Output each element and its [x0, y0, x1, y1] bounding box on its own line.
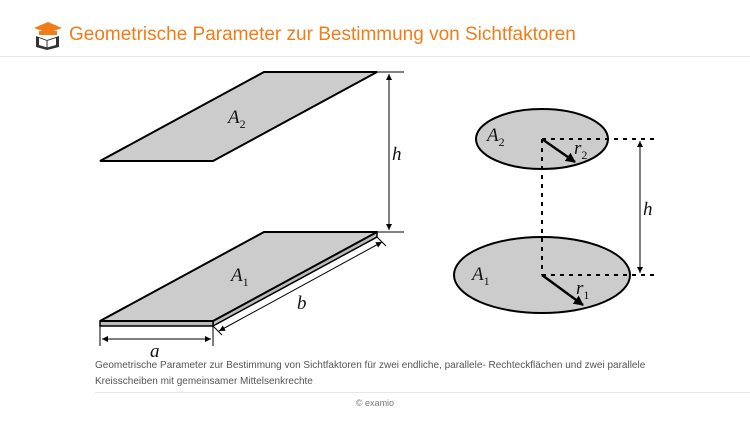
figure-caption: Geometrische Parameter zur Bestimmung von Sichtfaktoren für zwei endliche, parallele- Rechteckflächen und zwei parallele Kreisscheiben mit gemeinsamer Mittelsenkrechte [95, 360, 646, 387]
lower-disc-radius-label: $r_1$ [576, 278, 590, 302]
plate-width-label: a [150, 341, 160, 360]
footer-divider [95, 392, 750, 393]
upper-disc-label: $A_2$ [487, 125, 505, 149]
disc-height-label: h [643, 199, 653, 220]
page-title: Geometrische Parameter zur Bestimmung von Sichtfaktoren [69, 24, 576, 45]
upper-plate-label: $A_2$ [228, 107, 246, 131]
copyright-footer: © examio [355, 398, 395, 408]
upper-disc-radius-label: $r_2$ [574, 138, 588, 162]
plate-length-label: b [297, 293, 307, 314]
book-logo-icon [31, 19, 63, 51]
plate-height-label: h [392, 144, 402, 165]
lower-plate-label: $A_1$ [231, 265, 249, 289]
geometry-figure [0, 56, 750, 360]
header [0, 0, 750, 57]
lower-disc-label: $A_1$ [472, 264, 490, 288]
